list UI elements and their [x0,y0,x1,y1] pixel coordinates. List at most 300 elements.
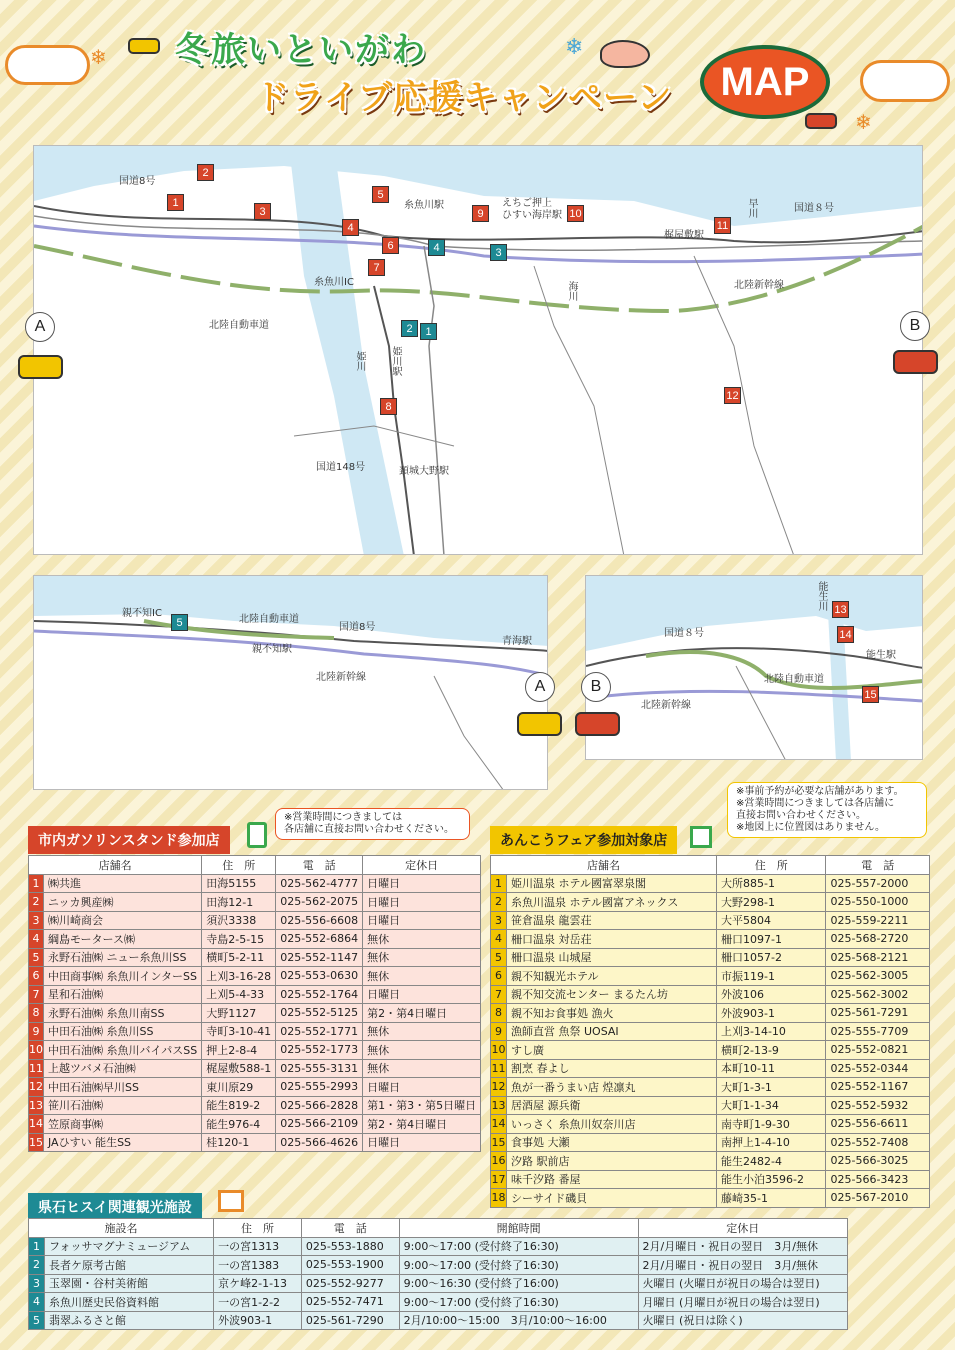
gas-row-number: 9 [29,1022,44,1041]
jade-header-1: 住 所 [214,1219,302,1238]
gas-cell: 第1・第3・第5日曜日 [363,1096,481,1115]
gas-cell: JAひすい 能生SS [44,1133,202,1152]
table-row [29,985,481,1004]
label-east-shinkansen: 北陸新幹線 [641,700,691,711]
table-row [29,1041,481,1060]
anglerfish-icon [600,40,650,68]
table-row [29,1078,481,1097]
ankou-cell: 025-552-1167 [826,1078,930,1097]
gas-marker-9[interactable]: 9 [472,205,489,222]
gas-cell: 025-555-2993 [276,1078,363,1097]
connector-a: A [25,312,55,342]
gas-cell: 025-552-6864 [276,930,363,949]
jade-cell: 9:00～16:30 (受付終了16:00) [399,1274,638,1293]
jade-section-title: 県石ヒスイ関連観光施設 [28,1193,202,1221]
gas-cell: 025-566-4626 [276,1133,363,1152]
jade-cell: 2月/10:00～15:00 3月/10:00～16:00 [399,1311,638,1330]
label-west-route8: 国道8号 [339,622,376,633]
connector-b-east: B [581,672,611,702]
table-row [29,874,481,893]
gas-cell: 永野石油㈱ ニュー糸魚川SS [44,948,202,967]
jade-header-3: 開館時間 [399,1219,638,1238]
gas-marker-15[interactable]: 15 [862,686,879,703]
ankou-cell: 食事処 大瀬 [507,1133,717,1152]
ankou-cell: 外波106 [717,985,826,1004]
ankou-cell: 025-559-2211 [826,911,930,930]
label-hisui-kaigan: ひすい海岸駅 [502,210,562,221]
jade-row-number: 4 [29,1293,45,1312]
gas-marker-11[interactable]: 11 [714,217,731,234]
gas-cell: 025-552-1771 [276,1022,363,1041]
gas-cell: 笹川石油㈱ [44,1096,202,1115]
gas-row-number: 1 [29,874,44,893]
gas-cell: ㈱川崎商会 [44,911,202,930]
gas-marker-7[interactable]: 7 [368,259,385,276]
table-row [29,967,481,986]
gas-cell: 日曜日 [363,893,481,912]
table-row [491,985,930,1004]
gas-marker-14[interactable]: 14 [837,626,854,643]
jade-header-4: 定休日 [638,1219,847,1238]
ankou-cell: 南押上1-4-10 [717,1133,826,1152]
ankou-table [490,855,930,1208]
ankou-cell: 能生小泊3596-2 [717,1170,826,1189]
gas-cell: 025-562-4777 [276,874,363,893]
ankou-cell: 025-566-3423 [826,1170,930,1189]
label-keijo-ono: 頚城大野駅 [399,466,449,477]
gas-cell: 田海12-1 [202,893,276,912]
ankou-header-1: 住 所 [717,856,826,875]
gas-marker-3[interactable]: 3 [254,203,271,220]
jade-cell: 2月/月曜日・祝日の翌日 3月/無休 [638,1256,847,1275]
gas-cell: 025-555-3131 [276,1059,363,1078]
ankou-cell: 居酒屋 源兵衛 [507,1096,717,1115]
jade-cell: 長者ケ原考古館 [45,1256,214,1275]
ankou-cell: 025-552-5932 [826,1096,930,1115]
snowflake-icon: ❄ [855,110,872,134]
gas-cell: 能生819-2 [202,1096,276,1115]
ankou-cell: 柵口温泉 対岳荘 [507,930,717,949]
gas-row-number: 8 [29,1004,44,1023]
ankou-cell: すし廣 [507,1041,717,1060]
jade-cell: 一の宮1-2-2 [214,1293,302,1312]
gas-row-number: 7 [29,985,44,1004]
jade-cell: 火曜日 (火曜日が祝日の場合は翌日) [638,1274,847,1293]
ankou-cell: 025-561-7291 [826,1004,930,1023]
table-row [29,1274,848,1293]
gas-cell: 025-562-2075 [276,893,363,912]
gas-cell: 日曜日 [363,1078,481,1097]
ankou-row-number: 18 [491,1189,507,1208]
gas-marker-12[interactable]: 12 [724,387,741,404]
gas-cell: 横町5-2-11 [202,948,276,967]
ankou-cell: 藤崎35-1 [717,1189,826,1208]
connector-b: B [900,311,930,341]
ankou-cell: 魚が一番うまい店 煌凛丸 [507,1078,717,1097]
gas-cell: 日曜日 [363,911,481,930]
ankou-cell: 025-566-3025 [826,1152,930,1171]
jade-row-number: 5 [29,1311,45,1330]
ankou-cell: 025-568-2121 [826,948,930,967]
gas-cell: 無休 [363,1059,481,1078]
ankou-cell: 笹倉温泉 龍雲荘 [507,911,717,930]
jade-cell: 玉翠園・谷村美術館 [45,1274,214,1293]
gas-cell: 永野石油㈱ 糸魚川南SS [44,1004,202,1023]
gas-section-title: 市内ガソリンスタンド参加店 [28,826,230,854]
label-hayakawa: 早川 [746,198,757,218]
table-row [491,874,930,893]
gas-marker-13[interactable]: 13 [832,601,849,618]
ankou-cell: 能生2482-4 [717,1152,826,1171]
jade-marker-4[interactable]: 4 [428,239,445,256]
jade-cell: 糸魚川歴史民俗資料館 [45,1293,214,1312]
ankou-cell: 割烹 春よし [507,1059,717,1078]
label-nou-river: 能生川 [816,581,827,611]
gas-cell: 025-556-6608 [276,911,363,930]
label-route148: 国道148号 [316,462,366,473]
title-line1: 冬旅いといがわ [175,30,427,70]
label-oyashirazu-ic: 親不知IC [122,608,162,619]
table-row [491,1059,930,1078]
jade-marker-5[interactable]: 5 [171,614,188,631]
ankou-cell: 汐路 駅前店 [507,1152,717,1171]
label-hokuriku-expressway: 北陸自動車道 [209,320,269,331]
jade-cell: 月曜日 (月曜日が祝日の場合は翌日) [638,1293,847,1312]
jade-cell: 025-561-7290 [301,1311,399,1330]
car-icon [18,355,63,379]
ankou-cell: 025-552-7408 [826,1133,930,1152]
jade-header-2: 電 話 [301,1219,399,1238]
table-row [29,1004,481,1023]
car-icon [805,113,837,129]
label-itoigawa-station: 糸魚川駅 [404,200,444,211]
gas-cell: 上刈5-4-33 [202,985,276,1004]
gas-header-2: 電 話 [276,856,363,875]
jade-header-0: 施設名 [29,1219,214,1238]
table-row [491,1133,930,1152]
gas-cell: 025-566-2109 [276,1115,363,1134]
ankou-row-number: 11 [491,1059,507,1078]
ankou-section-title: あんこうフェア参加対象店 [490,826,677,854]
gas-cell: 日曜日 [363,874,481,893]
gas-cell: ㈱共進 [44,874,202,893]
jade-cell: 京ケ峰2-1-13 [214,1274,302,1293]
label-west-shinkansen: 北陸新幹線 [316,672,366,683]
gas-cell: 025-552-1764 [276,985,363,1004]
table-row [29,1022,481,1041]
jade-table [28,1218,848,1330]
ankou-cell: 柵口1057-2 [717,948,826,967]
west-map[interactable] [33,575,548,790]
gas-row-number: 5 [29,948,44,967]
gas-cell: 上越ツバメ石油㈱ [44,1059,202,1078]
ankou-cell: 025-562-3005 [826,967,930,986]
jade-cell: 9:00～17:00 (受付終了16:30) [399,1293,638,1312]
jade-cell: 一の宮1383 [214,1256,302,1275]
ankou-row-number: 15 [491,1133,507,1152]
ankou-row-number: 4 [491,930,507,949]
table-row [491,1096,930,1115]
gas-header-0: 店舗名 [29,856,202,875]
jade-row-number: 1 [29,1237,45,1256]
table-row [29,1115,481,1134]
gas-cell: 東川原29 [202,1078,276,1097]
ankou-row-number: 12 [491,1078,507,1097]
table-row [491,911,930,930]
ankou-row-number: 7 [491,985,507,1004]
ankou-note: ※事前予約が必要な店舗があります。 ※営業時間につきましては各店舗に 直接お問い合わせください。 ※地図上に位置図はありません。 [727,782,927,838]
car-icon [893,350,938,374]
ankou-cell: 大平5804 [717,911,826,930]
ankou-row-number: 17 [491,1170,507,1189]
ankou-row-number: 14 [491,1115,507,1134]
jade-cell: 一の宮1313 [214,1237,302,1256]
ankou-cell: 柵口1097-1 [717,930,826,949]
ankou-cell: 025-557-2000 [826,874,930,893]
ankou-cell: 横町2-13-9 [717,1041,826,1060]
shop-icon [690,826,712,848]
table-row [491,1189,930,1208]
gas-cell: 日曜日 [363,985,481,1004]
gas-marker-10[interactable]: 10 [567,205,584,222]
gas-cell: 押上2-8-4 [202,1041,276,1060]
jade-cell: 外波903-1 [214,1311,302,1330]
ankou-cell: 025-568-2720 [826,930,930,949]
table-row [491,1022,930,1041]
ankou-row-number: 10 [491,1041,507,1060]
ankou-cell: 大所885-1 [717,874,826,893]
gas-row-number: 6 [29,967,44,986]
gas-cell: 中田商事㈱ 糸魚川インターSS [44,967,202,986]
gas-cell: ニッカ興産㈱ [44,893,202,912]
label-hokuriku-shinkansen: 北陸新幹線 [734,280,784,291]
gas-cell: 上刈3-16-28 [202,967,276,986]
gas-cell: 綱島モータース㈱ [44,930,202,949]
label-east-expressway: 北陸自動車道 [764,674,824,685]
ankou-cell: 025-552-0344 [826,1059,930,1078]
gas-cell: 無休 [363,1041,481,1060]
gas-cell: 無休 [363,967,481,986]
jade-cell: 2月/月曜日・祝日の翌日 3月/無休 [638,1237,847,1256]
gas-cell: 中田石油㈱ 糸魚川SS [44,1022,202,1041]
gas-cell: 梶屋敷588-1 [202,1059,276,1078]
table-row [29,1311,848,1330]
label-east-route8: 国道８号 [664,628,704,639]
gas-row-number: 10 [29,1041,44,1060]
jade-cell: 025-552-9277 [301,1274,399,1293]
gas-cell: 能生976-4 [202,1115,276,1134]
table-row [29,1256,848,1275]
ankou-cell: 親不知観光ホテル [507,967,717,986]
gas-note: ※営業時間につきましては 各店舗に直接お問い合わせください。 [275,808,470,840]
jade-row-number: 2 [29,1256,45,1275]
gas-cell: 中田石油㈱早川SS [44,1078,202,1097]
table-row [29,930,481,949]
jade-marker-3[interactable]: 3 [490,244,507,261]
jade-cell: 025-552-7471 [301,1293,399,1312]
ankou-cell: 漁師直営 魚祭 UOSAI [507,1022,717,1041]
ankou-cell: 市振119-1 [717,967,826,986]
gas-cell: 025-552-1147 [276,948,363,967]
table-row [491,1115,930,1134]
gas-cell: 第2・第4日曜日 [363,1004,481,1023]
gas-row-number: 4 [29,930,44,949]
gas-header-1: 住 所 [202,856,276,875]
gas-cell: 須沢3338 [202,911,276,930]
label-nou-station: 能生駅 [866,650,896,661]
gas-cell: 笠原商事㈱ [44,1115,202,1134]
table-row [29,893,481,912]
ankou-cell: 025-562-3002 [826,985,930,1004]
gas-cell: 桂120-1 [202,1133,276,1152]
ankou-cell: 大町1-1-34 [717,1096,826,1115]
ankou-row-number: 16 [491,1152,507,1171]
table-row [491,948,930,967]
ankou-cell: 025-550-1000 [826,893,930,912]
ankou-cell: 025-567-2010 [826,1189,930,1208]
east-map-svg [586,576,923,760]
gas-cell: 日曜日 [363,1133,481,1152]
jade-cell: 025-553-1880 [301,1237,399,1256]
table-row [29,1237,848,1256]
jade-marker-2[interactable]: 2 [401,320,418,337]
map-badge: MAP [700,45,830,119]
ankou-cell: 本町10-11 [717,1059,826,1078]
ankou-header-2: 電 話 [826,856,930,875]
gas-cell: 第2・第4日曜日 [363,1115,481,1134]
gas-marker-6[interactable]: 6 [382,237,399,254]
cloud-left [5,45,90,85]
ankou-cell: 025-556-6611 [826,1115,930,1134]
car-icon [575,712,620,736]
table-row [29,911,481,930]
ankou-cell: いっさく 糸魚川奴奈川店 [507,1115,717,1134]
ankou-cell: 南寺町1-9-30 [717,1115,826,1134]
ankou-cell: シーサイド磯貝 [507,1189,717,1208]
gas-cell: 025-552-1773 [276,1041,363,1060]
ankou-row-number: 13 [491,1096,507,1115]
jade-cell: 9:00～17:00 (受付終了16:30) [399,1237,638,1256]
label-himekawa-station: 姫川駅 [390,346,401,376]
gas-table [28,855,481,1152]
label-umikawa: 海川 [566,281,577,301]
main-map[interactable] [33,145,923,555]
table-row [491,930,930,949]
west-map-svg [34,576,548,790]
title-line2: ドライブ応援キャンペーン [255,78,673,118]
ankou-cell: 大町1-3-1 [717,1078,826,1097]
gas-row-number: 2 [29,893,44,912]
gas-cell: 025-566-2828 [276,1096,363,1115]
ankou-row-number: 8 [491,1004,507,1023]
east-map[interactable] [585,575,923,760]
car-icon [128,38,160,54]
ankou-cell: 025-552-0821 [826,1041,930,1060]
table-row [491,893,930,912]
jade-row-number: 3 [29,1274,45,1293]
gas-cell: 無休 [363,930,481,949]
gas-row-number: 14 [29,1115,44,1134]
table-row [491,1170,930,1189]
table-row [491,1041,930,1060]
label-oyashirazu-station: 親不知駅 [252,644,292,655]
ankou-cell: 柵口温泉 山城屋 [507,948,717,967]
label-oumi-station: 青海駅 [502,636,532,647]
gas-marker-1[interactable]: 1 [167,194,184,211]
label-himekawa-river: 姫川 [354,351,365,371]
gas-cell: 星和石油㈱ [44,985,202,1004]
jade-cell: 025-553-1900 [301,1256,399,1275]
connector-a-west: A [525,672,555,702]
table-row [29,1133,481,1152]
ankou-cell: 上刈3-14-10 [717,1022,826,1041]
gas-header-3: 定休日 [363,856,481,875]
gas-cell: 寺島2-5-15 [202,930,276,949]
gas-row-number: 15 [29,1133,44,1152]
gas-marker-4[interactable]: 4 [342,219,359,236]
gas-marker-5[interactable]: 5 [372,186,389,203]
ankou-cell: 外波903-1 [717,1004,826,1023]
cloud-right [860,60,950,102]
gas-cell: 田海5155 [202,874,276,893]
label-itoigawa-ic: 糸魚川IC [314,277,354,288]
car-icon [517,712,562,736]
jade-cell: 9:00～17:00 (受付終了16:30) [399,1256,638,1275]
ankou-cell: 025-555-7709 [826,1022,930,1041]
ankou-row-number: 3 [491,911,507,930]
table-row [491,1152,930,1171]
snowflake-icon: ❄ [565,35,584,60]
title-banner [0,0,955,140]
gas-row-number: 13 [29,1096,44,1115]
gas-marker-8[interactable]: 8 [380,398,397,415]
gas-row-number: 11 [29,1059,44,1078]
jade-marker-1[interactable]: 1 [420,323,437,340]
gas-marker-2[interactable]: 2 [197,164,214,181]
gas-cell: 無休 [363,1022,481,1041]
label-kajiyashiki: 梶屋敷駅 [664,230,704,241]
ankou-cell: 親不知交流センター まるたん坊 [507,985,717,1004]
label-route8-left: 国道8号 [119,176,156,187]
gas-cell: 無休 [363,948,481,967]
ankou-row-number: 5 [491,948,507,967]
label-echigo-oshiage: えちご押上 [502,198,552,209]
ankou-cell: 姫川温泉 ホテル國富翠泉閣 [507,874,717,893]
gas-cell: 大野1127 [202,1004,276,1023]
table-row [29,1059,481,1078]
ankou-row-number: 1 [491,874,507,893]
gas-row-number: 12 [29,1078,44,1097]
gas-row-number: 3 [29,911,44,930]
table-row [491,967,930,986]
table-row [29,1096,481,1115]
gas-cell: 寺町3-10-41 [202,1022,276,1041]
gas-pump-icon [247,822,267,848]
ankou-row-number: 2 [491,893,507,912]
snowflake-icon: ❄ [90,45,107,69]
table-row [491,1004,930,1023]
ankou-cell: 糸魚川温泉 ホテル國富アネックス [507,893,717,912]
ankou-row-number: 9 [491,1022,507,1041]
gas-cell: 025-552-5125 [276,1004,363,1023]
table-row [29,948,481,967]
jade-cell: 翡翠ふるさと館 [45,1311,214,1330]
gas-cell: 025-553-0630 [276,967,363,986]
ankou-row-number: 6 [491,967,507,986]
ankou-cell: 親不知お食事処 漁火 [507,1004,717,1023]
table-row [491,1078,930,1097]
label-west-expressway: 北陸自動車道 [239,614,299,625]
